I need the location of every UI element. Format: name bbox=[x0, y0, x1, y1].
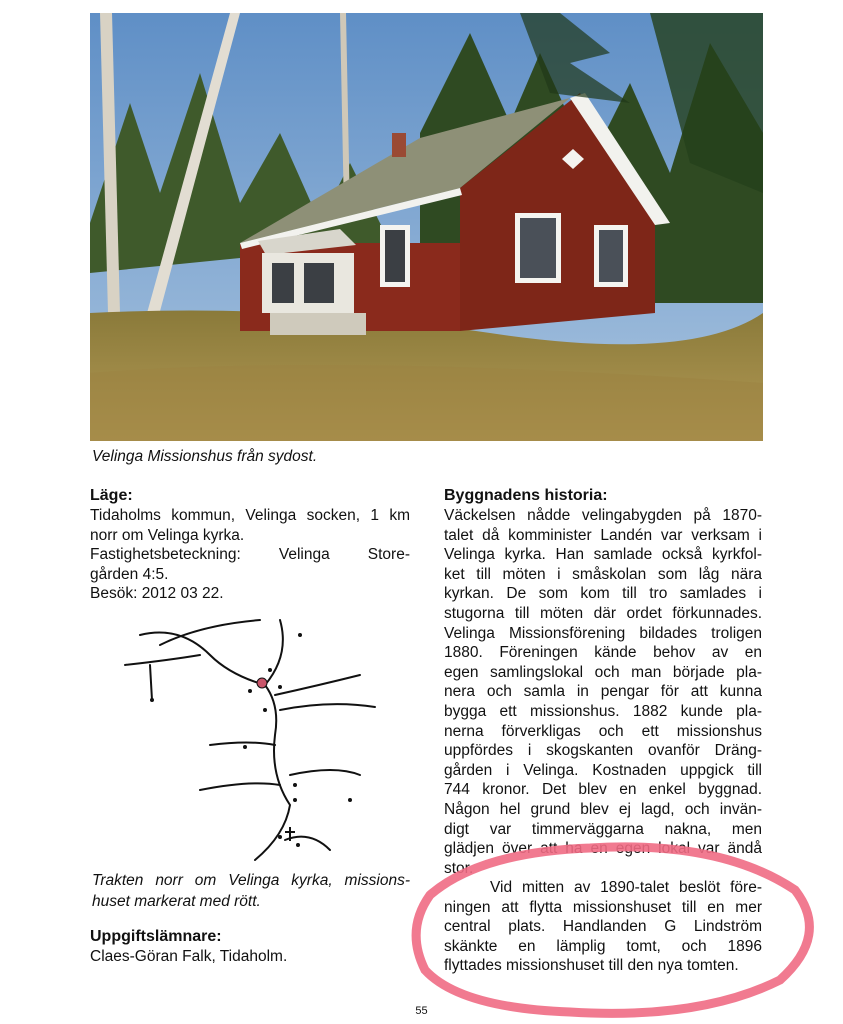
map-road bbox=[200, 783, 280, 790]
history-line: stor. bbox=[444, 859, 474, 877]
history-p2-line: Vid mitten av 1890-talet beslöt före- bbox=[490, 879, 762, 896]
map-road bbox=[265, 620, 283, 685]
map-road bbox=[210, 743, 275, 746]
photo-caption: Velinga Missionshus från sydost. bbox=[92, 448, 318, 465]
map-road bbox=[280, 704, 375, 710]
map-road bbox=[255, 685, 290, 860]
location-line: Tidaholms kommun, Velinga socken, 1 km bbox=[90, 507, 410, 524]
history-line: uppfördes i skogskanten ovanför Dräng- bbox=[444, 742, 762, 760]
highlight-circle bbox=[400, 840, 820, 1020]
history-line: bygga ett missionshus. 1882 kunde pla- bbox=[444, 702, 762, 720]
history-line: talet då komminister Landén var verksam i bbox=[444, 526, 762, 544]
mission-house-marker-icon bbox=[257, 678, 267, 688]
history-line: 1880. Föreningen kände behov av en bbox=[444, 644, 762, 662]
history-line: Velinga Missionsförening bildades troligen bbox=[444, 624, 762, 642]
map-road bbox=[275, 675, 360, 695]
history-line: glädjen över att ha en egen lokal var ändå bbox=[444, 840, 762, 858]
map-road bbox=[160, 620, 260, 645]
history-line: Velinga kyrka. Han samlade också kyrkfol- bbox=[444, 546, 762, 564]
location-text bbox=[90, 506, 410, 604]
location-line: gården 4:5. bbox=[90, 565, 169, 583]
map-road bbox=[285, 837, 330, 850]
history-text bbox=[444, 506, 762, 878]
history-line: nerna förverkligas och ett missionshus bbox=[444, 722, 762, 740]
map-caption bbox=[92, 870, 410, 912]
history-line: gården i Velinga. Kostnaden uppgick till bbox=[444, 761, 762, 779]
history-line: nera och samla in pengar för att kunna bbox=[444, 683, 762, 701]
map-caption-line: huset markerat med rött. bbox=[92, 893, 261, 910]
location-heading: Läge: bbox=[90, 487, 133, 504]
history-line: Någon hel grund blev ej lagd, och invän- bbox=[444, 800, 762, 818]
location-line: Fastighetsbeteckning: Velinga Store- bbox=[90, 546, 410, 564]
history-p2-line: ningen att flytta missionshuset till en mer bbox=[444, 898, 762, 916]
history-line: kyrkan. De som kom till tro samlades i bbox=[444, 585, 762, 603]
map-road bbox=[125, 655, 200, 665]
map-caption-line: Trakten norr om Velinga kyrka, missions- bbox=[92, 872, 410, 889]
location-line: Besök: 2012 03 22. bbox=[90, 585, 224, 603]
contributor-heading: Uppgiftslämnare: bbox=[90, 928, 222, 945]
history-line: Väckelsen nådde velingabygden på 1870- bbox=[444, 507, 762, 524]
map-road bbox=[290, 770, 360, 775]
history-p2-line: central plats. Handlanden G Lindström bbox=[444, 918, 762, 936]
history-line: 744 kronor. Det blev en enkel byggnad. bbox=[444, 781, 762, 799]
history-line: digt var timmerväggarna nakna, men bbox=[444, 820, 762, 838]
house-photo bbox=[90, 13, 763, 441]
history-p2-line: skänkte en lämplig tomt, och 1896 bbox=[444, 937, 762, 955]
history-line: egen samlingslokal och man började pla- bbox=[444, 663, 762, 681]
area-map bbox=[120, 615, 390, 865]
map-road bbox=[140, 633, 265, 686]
history-p2-line: flyttades missionshuset till den nya tomten. bbox=[444, 957, 739, 975]
contributor-name: Claes-Göran Falk, Tidaholm. bbox=[90, 948, 288, 965]
map-road bbox=[150, 665, 152, 700]
history-heading: Byggnadens historia: bbox=[444, 487, 608, 504]
page-number: 55 bbox=[415, 1005, 428, 1017]
history-line: ket till möten i småskolan som låg nära bbox=[444, 565, 762, 583]
location-line: norr om Velinga kyrka. bbox=[90, 526, 245, 544]
history-line: stugorna till möten där ordet förkunnades. bbox=[444, 604, 762, 622]
